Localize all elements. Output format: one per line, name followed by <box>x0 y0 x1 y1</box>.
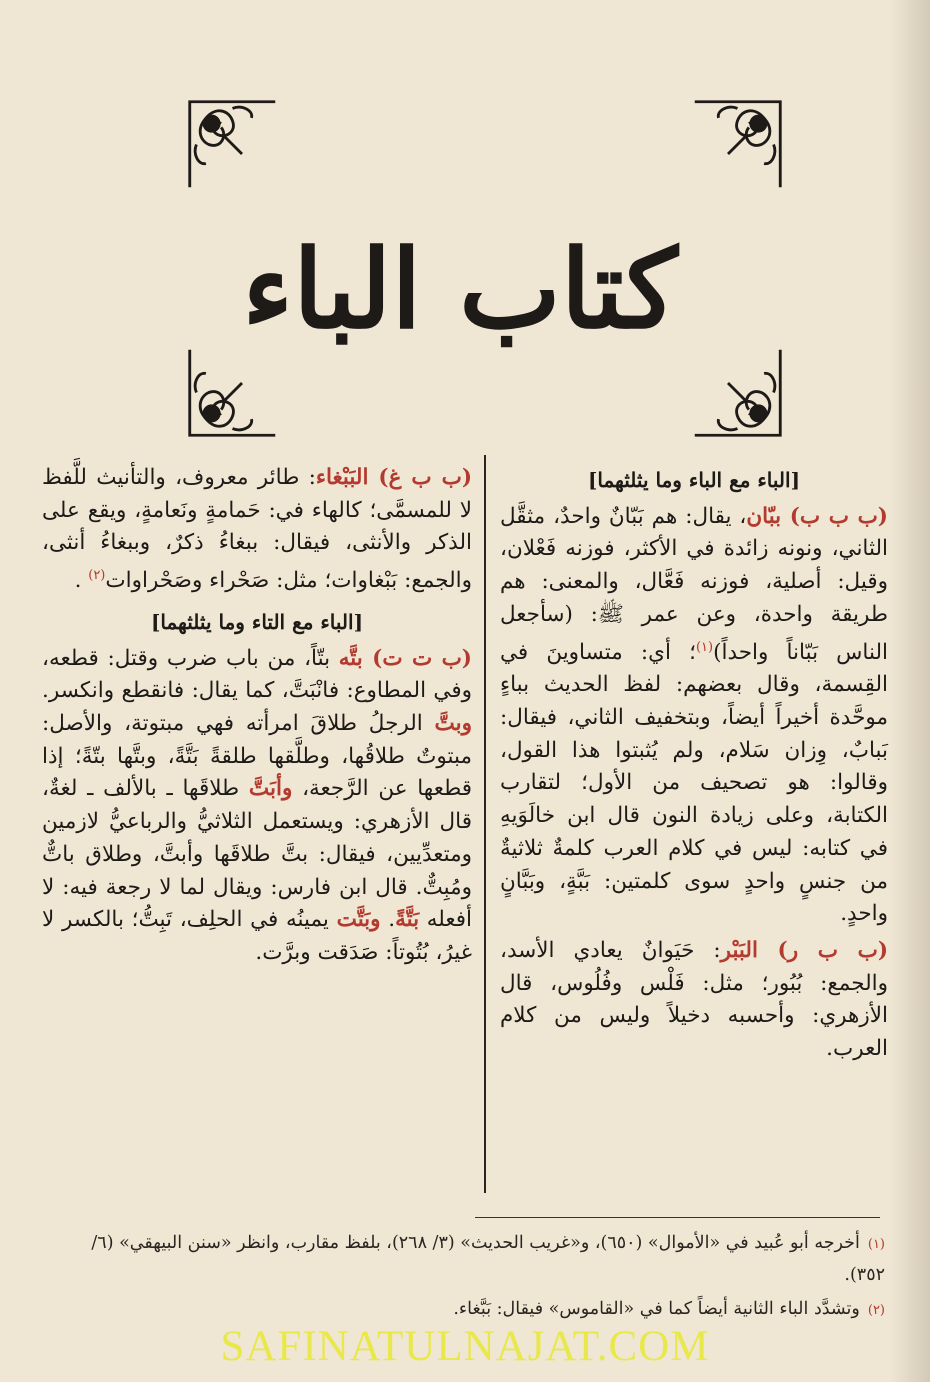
entry-subkey: وأبَتَّ <box>248 776 293 802</box>
entry-babgha: (ب ب غ) البَبْغاء: طائر معروف، والتأنيث للَّفظ لا للمسمَّى؛ كالهاء في: حَمامةٍ ونَعامةٍ، ويقع على الذكر والأنثى، فيقال: ببغاءُ ذكرٌ، وببغاءُ أنثى، والجمع: بَبْغاوات؛ مثل: صَحْراء وصَحْراوات$^{(٢)}$ . <box>42 465 472 594</box>
column-divider <box>484 455 486 1193</box>
entry-text: ، يقال: هم بَبّانٌ واحدٌ، مثقَّل الثاني، ونونه زائدة في الأكثر، فوزنه فَعْلان، وقيل: أصلية، فوزنه فَعَّال، والمعنى: هم طريقة واحدة، وعن عمر ﷺ: (سأجعل الناس بَبّاناً واحداً) <box>500 503 888 665</box>
entry-subkey: وبتَّ <box>434 711 472 737</box>
left-column <box>42 462 472 970</box>
entry-text: : طائر معروف، والتأنيث للَّفظ لا للمسمَّى؛ كالهاء في: حَمامةٍ ونَعامةٍ، ويقع على الذكر والأنثى، فيقال: ببغاءُ ذكرٌ، وببغاءُ أنثى، والجمع: بَبْغاوات؛ مثل: صَحْراء وصَحْراوات <box>42 465 472 594</box>
page-edge-shadow <box>890 0 930 1382</box>
footnotes <box>60 1228 885 1330</box>
ornament-top-right-icon <box>690 97 785 192</box>
entry-babban <box>500 501 888 931</box>
entry-text: يمينُه في الحلِف، تَبِتُّ؛ بالكسر لا غيرُ، بُتُوتاً: صَدَقت وبرَّت. <box>42 907 472 965</box>
entry-text: . <box>380 907 396 933</box>
entry-text: بتّاً، من باب ضرب وقتل: قطعه، وفي المطاوع: فانْبَتَّ، كما يقال: فانقطع وانكسر. <box>42 645 472 704</box>
footnote-text: أخرجه أبو عُبيد في «الأموال» (٦٥٠)، و«غريب الحديث» (٣/ ٢٦٨)، بلفظ مقارب، وانظر «سنن البيهقي» (٦/ ٣٥٢). <box>91 1233 885 1285</box>
footnote-text: وتشدَّد الباء الثانية أيضاً كما في «القاموس» فيقال: بَبَّغاء. <box>453 1299 860 1319</box>
footnote-1 <box>60 1228 885 1290</box>
entry-key: (ب ت ت) بتَّه <box>338 645 472 671</box>
ornament-top-left-icon <box>185 97 280 192</box>
footnote-number: (١) <box>867 1237 885 1252</box>
entry-subkey: وبَتَّت <box>336 907 381 933</box>
entry-text: : حَيَوانٌ يعادي الأسد، والجمع: بُبُور؛ مثل: فَلْس وفُلُوس، قال الأزهري: وأحسبه دخيلاً وليس من كلام العرب. <box>500 938 888 1062</box>
footnote-ref[interactable]: (١) <box>695 639 714 655</box>
entry-subkey: بَتَّةً <box>395 907 420 933</box>
watermark: SAFINATULNAJAT.COM <box>220 1323 710 1370</box>
entry-text: الرجلُ طلاقَ امرأته فهي مبتوتة، والأصل: مبتوتٌ طلاقُها، وطلَّقها طلقةً بَتَّةً، وبتَّها بتّةً؛ إذا قطعها عن الرَّجعة، <box>42 711 472 802</box>
footnote-ref[interactable]: (٢) <box>88 568 106 584</box>
section-heading-ba-ta: [الباء مع التاء وما يثلثهما] <box>150 609 364 634</box>
entry-key: (ب ب ر) البَبْر <box>720 938 888 963</box>
entry-text: طلاقَها ـ بالألف ـ لغةٌ، قال الأزهري: ويستعمل الثلاثيُّ والرباعيُّ لازمين ومتعدِّيين، فيقال: بتَّ طلاقَها وأبتَّ، وطلاق باتٌّ ومُبِتٌّ. قال ابن فارس: ويقال لما لا رجعة فيه: لا أفعله <box>42 776 473 933</box>
footnote-rule <box>475 1217 880 1218</box>
entry-text-cont: ؛ أي: متساوينَ في القِسمة، وقال بعضهم: لفظ الحديث بباءٍ موحَّدة أخيراً أيضاً، وبتخفيف الثاني، فيقال: بَبابٌ، وِزان سَلام، ولم يُثبتوا هذا القول، وقالوا: هو تصحيف من الأول؛ لتقارب الكتابة، وعلى زيادة النون قال ابن خالَوَيهِ في كتابه: ليس في كلام العرب كلمةٌ ثلاثيةٌ من جنسٍ واحدٍ سوى كلمتين: بَبَّةٍ، وبَبَّانٍ واحدٍ. <box>500 639 888 927</box>
entry-key: (ب ب ب) ببّان <box>746 503 888 529</box>
entry-batta <box>42 643 472 970</box>
entry-babr <box>500 935 888 1066</box>
chapter-title: كتاب الباء <box>242 227 678 353</box>
footnote-number: (٢) <box>867 1303 885 1318</box>
right-column <box>500 462 888 1066</box>
entry-key: (ب ب غ) البَبْغاء <box>315 465 472 490</box>
section-heading-ba-ba: [الباء مع الباء وما يثلثهما] <box>587 468 801 492</box>
